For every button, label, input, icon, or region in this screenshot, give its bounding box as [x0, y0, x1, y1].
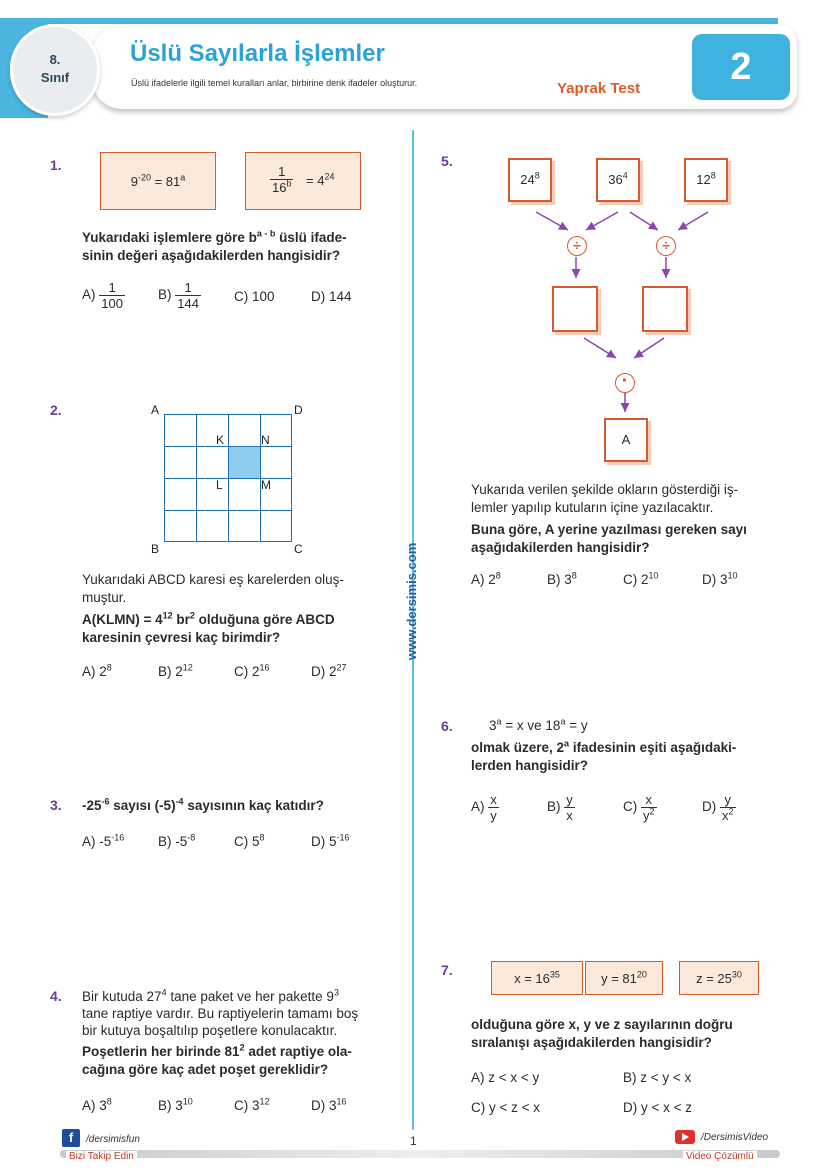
- q5-box-1: [508, 158, 552, 202]
- q4-line-1: [82, 988, 339, 1006]
- q1-opt-b-den: 144: [177, 296, 199, 311]
- q7-box-x-text: x = 16: [514, 971, 550, 986]
- q2-text-3-exp2: 2: [189, 610, 195, 621]
- q1-box1-eq: = 81: [150, 174, 181, 189]
- q4-l1e1: 4: [161, 987, 167, 998]
- q4-opt-c-label: C) 3: [234, 1098, 260, 1113]
- q4-opt-d-exp: 16: [336, 1096, 347, 1107]
- q3-option-c[interactable]: [234, 834, 265, 849]
- follow-us-label: Bizi Takip Edin: [66, 1151, 137, 1162]
- q5-option-a[interactable]: [471, 572, 501, 587]
- side-url[interactable]: www.dersimis.com: [404, 542, 419, 660]
- test-number: 2: [692, 34, 790, 100]
- q3-opt-c-exp: 8: [259, 832, 265, 843]
- q6-text-1a: olmak üzere, 2: [471, 740, 565, 755]
- q6-opt-d-num: y: [720, 792, 736, 808]
- q1-box2-den: [270, 180, 293, 195]
- q7-text-1: olduğuna göre x, y ve z sayılarının doğru: [471, 1017, 733, 1032]
- q5-box3-exp: 8: [710, 170, 716, 181]
- q6-opt-b-num: y: [566, 792, 573, 807]
- q6-opt-c-den: [641, 808, 657, 823]
- grade-number: 8.: [49, 52, 61, 67]
- grid-label-l: L: [216, 478, 223, 492]
- q1-opt-b-fraction: [175, 280, 201, 311]
- q4-line-4: [82, 1043, 352, 1061]
- q6-opt-d-label: D): [702, 799, 717, 815]
- header-strip: [48, 18, 778, 24]
- q5-opt-d-label: D) 3: [702, 572, 728, 587]
- q6-option-b[interactable]: [547, 792, 575, 823]
- grid-label-c: C: [294, 542, 303, 556]
- q1-text-exp: a - b: [256, 228, 276, 239]
- q6-opt-d-fraction: [720, 792, 736, 823]
- q2-text-3: [82, 611, 335, 629]
- video-solution-label: Video Çözümlü: [683, 1151, 757, 1162]
- q6-opt-b-den: x: [566, 808, 573, 823]
- q1-box2-eq: = 4: [306, 173, 325, 188]
- q5-box-2: [596, 158, 640, 202]
- q5-box3-base: 12: [696, 172, 711, 187]
- q2-option-d[interactable]: [311, 664, 347, 679]
- q6-opt-c-label: C): [623, 799, 638, 815]
- q6-opt-c-den-base: y: [643, 808, 650, 823]
- grid-label-k: K: [216, 433, 225, 447]
- q7-box-y: [585, 961, 663, 995]
- q2-opt-a-exp: 8: [106, 662, 112, 673]
- q1-box1-base: 9: [130, 174, 138, 189]
- q5-opt-d-exp: 10: [727, 570, 738, 581]
- grid-line: [165, 446, 291, 447]
- q4-l1a: Bir kutuda 27: [82, 989, 162, 1004]
- q5-result-box: A: [604, 418, 648, 462]
- q6-opt-a-num: x: [490, 792, 497, 807]
- q3-question: [82, 797, 324, 815]
- q7-text-2: sıralanışı aşağıdakilerden hangisidir?: [471, 1035, 712, 1050]
- q7-box-z: [679, 961, 759, 995]
- q5-opt-a-exp: 8: [495, 570, 501, 581]
- q2-opt-c-exp: 16: [259, 662, 270, 673]
- q5-multiply-op: ·: [615, 373, 635, 393]
- q2-text-2: muştur.: [82, 590, 127, 605]
- q4-opt-d-label: D) 3: [311, 1098, 337, 1113]
- grade-label: Sınıf: [40, 70, 70, 85]
- arrow: [584, 338, 616, 358]
- q4-option-b[interactable]: [158, 1098, 193, 1113]
- q3-opt-b-label: B) -5: [158, 834, 188, 849]
- q1-text-b: üslü ifade-: [275, 230, 347, 245]
- q7-box-z-text: z = 25: [696, 971, 732, 986]
- q6-equation: [489, 717, 588, 735]
- q6-opt-b-label: B): [547, 799, 561, 815]
- grid-line: [165, 510, 291, 511]
- arrow: [586, 212, 618, 230]
- q2-text-3-exp: 12: [162, 610, 173, 621]
- q6-opt-c-fraction: [641, 792, 657, 823]
- q6-option-c[interactable]: [623, 792, 657, 823]
- q4-l1e2: 3: [333, 987, 339, 998]
- q1-option-c[interactable]: C) 100: [234, 289, 275, 304]
- q2-option-b[interactable]: [158, 664, 193, 679]
- q6-eq-a: 3: [489, 718, 497, 733]
- q3-opt-d-exp: -16: [336, 832, 350, 843]
- facebook-handle[interactable]: /dersimisfun: [86, 1134, 140, 1145]
- page-title: Üslü Sayılarla İşlemler: [130, 40, 385, 67]
- q5-divide-op-2: ÷: [656, 236, 676, 256]
- q6-opt-a-den: y: [490, 808, 497, 823]
- q3-text-b: sayısı (-5): [109, 798, 176, 813]
- q2-opt-d-label: D) 2: [311, 664, 337, 679]
- q1-box2-den-base: 16: [272, 180, 287, 195]
- q5-text-1: Yukarıda verilen şekilde okların gösterdiği iş-: [471, 482, 739, 497]
- q1-box1-rhs-exp: a: [180, 172, 186, 183]
- q5-opt-b-label: B) 3: [547, 572, 572, 587]
- q1-opt-b-label: B): [158, 287, 172, 303]
- q4-opt-c-exp: 12: [259, 1096, 270, 1107]
- grid-line: [165, 478, 291, 479]
- q2-text-3a: A(KLMN) = 4: [82, 612, 163, 627]
- q7-box-y-exp: 20: [636, 969, 647, 980]
- q4-opt-a-exp: 8: [106, 1096, 112, 1107]
- q4-l4e: 2: [239, 1042, 245, 1053]
- q3-option-b[interactable]: [158, 834, 195, 849]
- q4-line-3: bir kutuya boşaltılıp poşetlere konulacaktır.: [82, 1023, 338, 1038]
- q1-box2-rhs-exp: 24: [324, 171, 335, 182]
- q4-l4b: adet raptiye ola-: [244, 1044, 352, 1059]
- grid-label-m: M: [261, 478, 271, 492]
- q6-opt-b-fraction: [564, 792, 575, 823]
- q4-l1b: tane paket ve her pakette 9: [166, 989, 334, 1004]
- q4-option-a[interactable]: [82, 1098, 112, 1113]
- q1-opt-a-fraction: [99, 280, 125, 311]
- q5-box-3: [684, 158, 728, 202]
- q5-option-c[interactable]: [623, 572, 659, 587]
- q5-text-4: aşağıdakilerden hangisidir?: [471, 540, 650, 555]
- q1-text-a: Yukarıdaki işlemlere göre b: [82, 230, 257, 245]
- q1-box1-exp: -20: [137, 172, 151, 183]
- youtube-handle[interactable]: /DersimisVideo: [701, 1132, 769, 1143]
- q4-line-5: cağına göre kaç adet poşet gereklidir?: [82, 1062, 329, 1077]
- q2-text-1: Yukarıdaki ABCD karesi eş karelerden oluş-: [82, 572, 344, 587]
- q5-divide-op-1: ÷: [567, 236, 587, 256]
- q7-option-d[interactable]: D) y < x < z: [623, 1100, 693, 1115]
- q6-eq-b: = x ve 18: [501, 718, 561, 733]
- q5-option-b[interactable]: [547, 572, 577, 587]
- q3-opt-a-label: A) -5: [82, 834, 112, 849]
- q6-opt-d-den: [720, 808, 736, 823]
- q3-exp2: -4: [175, 796, 184, 807]
- q7-box-z-exp: 30: [731, 969, 742, 980]
- q6-option-d[interactable]: [702, 792, 736, 823]
- q3-opt-b-exp: -8: [187, 832, 196, 843]
- q1-box2-num: 1: [270, 164, 293, 180]
- page-number: 1: [410, 1134, 417, 1148]
- test-type: Yaprak Test: [557, 80, 641, 97]
- q5-box2-exp: 4: [622, 170, 628, 181]
- q2-opt-c-label: C) 2: [234, 664, 260, 679]
- grid-label-a: A: [151, 403, 160, 417]
- q3-opt-c-label: C) 5: [234, 834, 260, 849]
- q3-text-a: -25: [82, 798, 102, 813]
- question-number: 4.: [50, 988, 62, 1004]
- q5-empty-box-1: [552, 286, 598, 332]
- q5-opt-a-label: A) 2: [471, 572, 496, 587]
- q3-opt-d-label: D) 5: [311, 834, 337, 849]
- q6-eq-c: = y: [565, 718, 588, 733]
- q5-box1-exp: 8: [534, 170, 540, 181]
- q5-option-d[interactable]: [702, 572, 738, 587]
- abcd-square-grid: [164, 414, 292, 542]
- q4-line-2: tane raptiye vardır. Bu raptiyelerin tamamı boş: [82, 1006, 359, 1021]
- question-number: 2.: [50, 402, 62, 418]
- footer-band: [60, 1150, 780, 1158]
- arrow: [678, 212, 708, 230]
- q4-opt-a-label: A) 3: [82, 1098, 107, 1113]
- facebook-icon[interactable]: f: [62, 1129, 80, 1147]
- q2-opt-b-label: B) 2: [158, 664, 183, 679]
- q7-option-b[interactable]: B) z < y < x: [623, 1070, 692, 1085]
- q6-text-1: [471, 739, 736, 757]
- q6-text-1b: ifadesinin eşiti aşağıdaki-: [569, 740, 737, 755]
- q4-option-d[interactable]: [311, 1098, 347, 1113]
- q7-box-x: [491, 961, 583, 995]
- q4-opt-b-label: B) 3: [158, 1098, 183, 1113]
- q6-eq-be: a: [560, 716, 566, 727]
- question-number: 5.: [441, 153, 453, 169]
- q1-option-d[interactable]: D) 144: [311, 289, 352, 304]
- q7-option-a[interactable]: A) z < x < y: [471, 1070, 540, 1085]
- arrow: [536, 212, 568, 230]
- q5-opt-b-exp: 8: [571, 570, 577, 581]
- q2-opt-a-label: A) 2: [82, 664, 107, 679]
- grid-label-b: B: [151, 542, 160, 556]
- q1-box2-fraction: [270, 164, 293, 195]
- q2-option-c[interactable]: [234, 664, 270, 679]
- q5-opt-c-exp: 10: [648, 570, 659, 581]
- q1-option-a[interactable]: [82, 280, 125, 311]
- q1-box2-den-exp: b: [286, 178, 292, 189]
- q1-given-box-2: [245, 152, 361, 210]
- q3-option-d[interactable]: [311, 834, 350, 849]
- q2-text-4: karesinin çevresi kaç birimdir?: [82, 630, 281, 645]
- page-subtitle: Üslü ifadelerle ilgili temel kuralları anlar, birbirine denk ifadeler oluşturur.: [131, 78, 418, 88]
- q3-exp1: -6: [101, 796, 110, 807]
- q7-box-x-exp: 35: [549, 969, 560, 980]
- question-number: 7.: [441, 962, 453, 978]
- q6-opt-a-label: A): [471, 799, 485, 815]
- q6-opt-a-fraction: [488, 792, 499, 823]
- q2-text-3b: br: [172, 612, 190, 627]
- grid-label-d: D: [294, 403, 303, 417]
- arrow: [634, 338, 664, 358]
- arrow: [630, 212, 658, 230]
- q6-text-1e: a: [564, 738, 570, 749]
- q1-opt-a-label: A): [82, 287, 96, 303]
- q6-opt-c-num: x: [641, 792, 657, 808]
- q1-opt-a-num: 1: [99, 280, 125, 296]
- q1-question-line-2: sinin değeri aşağıdakilerden hangisidir?: [82, 248, 341, 263]
- q6-opt-c-den-exp: 2: [649, 806, 655, 817]
- play-icon: [682, 1133, 689, 1141]
- q2-opt-d-exp: 27: [336, 662, 347, 673]
- q4-l4a: Poşetlerin her birinde 81: [82, 1044, 240, 1059]
- q2-option-a[interactable]: [82, 664, 112, 679]
- q1-option-b[interactable]: [158, 280, 201, 311]
- q4-option-c[interactable]: [234, 1098, 270, 1113]
- q6-opt-d-den-base: x: [722, 808, 729, 823]
- q6-opt-d-den-exp: 2: [728, 806, 734, 817]
- q6-text-2: lerden hangisidir?: [471, 758, 589, 773]
- q3-option-a[interactable]: [82, 834, 124, 849]
- q6-eq-ae: a: [496, 716, 502, 727]
- q5-box1-base: 24: [520, 172, 535, 187]
- q7-option-c[interactable]: C) y < z < x: [471, 1100, 541, 1115]
- q1-opt-b-num: 1: [175, 280, 201, 296]
- question-number: 6.: [441, 718, 453, 734]
- q3-text-c: sayısının kaç katıdır?: [183, 798, 324, 813]
- q5-text-2: lemler yapılıp kutuların içine yazılacaktır.: [471, 500, 714, 515]
- q1-given-box-1: [100, 152, 216, 210]
- klmn-highlight: [229, 447, 261, 479]
- q5-arrows: [420, 200, 820, 440]
- q2-opt-b-exp: 12: [182, 662, 193, 673]
- q2-text-3c: olduğuna göre ABCD: [194, 612, 335, 627]
- q1-question-line-1: [82, 229, 347, 247]
- q4-opt-b-exp: 10: [182, 1096, 193, 1107]
- q5-empty-box-2: [642, 286, 688, 332]
- q5-opt-c-label: C) 2: [623, 572, 649, 587]
- question-number: 3.: [50, 797, 62, 813]
- question-number: 1.: [50, 157, 62, 173]
- q5-box2-base: 36: [608, 172, 623, 187]
- q3-opt-a-exp: -16: [111, 832, 125, 843]
- q5-text-3: Buna göre, A yerine yazılması gereken sayı: [471, 522, 747, 537]
- q1-opt-a-den: 100: [101, 296, 123, 311]
- q7-box-y-text: y = 81: [601, 971, 637, 986]
- q6-option-a[interactable]: [471, 792, 499, 823]
- grid-label-n: N: [261, 433, 270, 447]
